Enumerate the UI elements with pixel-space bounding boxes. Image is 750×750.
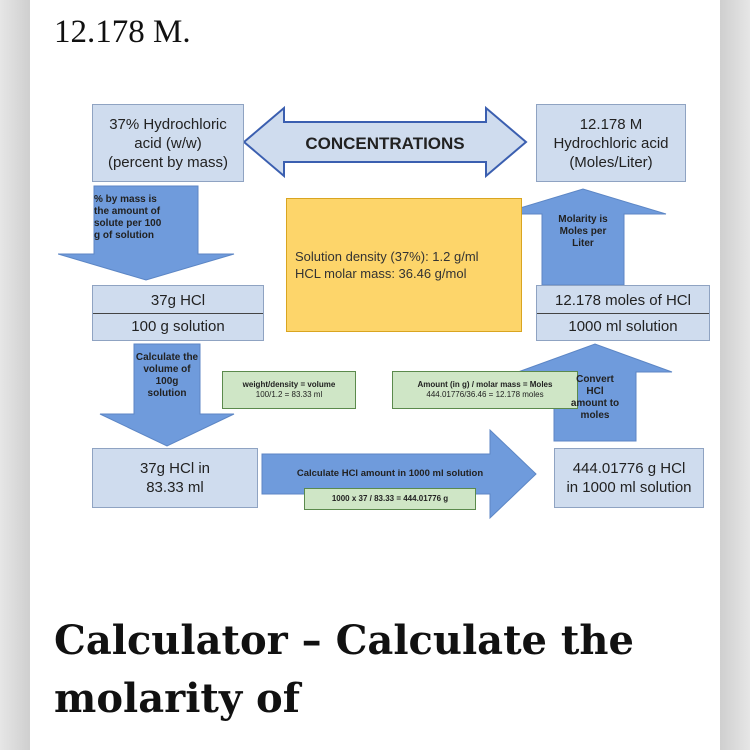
- hcl-volume-box: [92, 448, 258, 508]
- box-line: weight/density = volume: [242, 380, 336, 389]
- percent-mass-note: [94, 194, 198, 242]
- note-line: 100g: [155, 376, 179, 387]
- box-line: 37g HCl in: [139, 460, 211, 477]
- box-line: in 1000 ml solution: [566, 479, 692, 496]
- fraction-line: [537, 313, 709, 314]
- box-line: 12.178 moles of HCl: [555, 291, 691, 309]
- box-line: 37g HCl: [150, 291, 206, 309]
- calc-amount-box: 1000 x 37 / 83.33 = 444.01776 g: [304, 488, 476, 510]
- volume-note: [134, 352, 200, 400]
- left-margin: [0, 0, 30, 750]
- hcl-per-100g-box: [92, 285, 264, 341]
- box-line: 83.33 ml: [146, 479, 204, 496]
- moles-per-1000ml-box: [536, 285, 710, 341]
- density-molar-mass-box: [286, 198, 522, 332]
- note-line: volume of: [143, 364, 191, 375]
- moles-calculation-box: [392, 371, 578, 409]
- box-line: 1000 ml solution: [568, 317, 678, 335]
- note-line: moles: [580, 410, 610, 421]
- box-line: Hydrochloric acid: [553, 134, 669, 152]
- convert-note: [554, 374, 636, 422]
- note-line: solution: [147, 388, 187, 399]
- note-line: Molarity is: [558, 214, 608, 225]
- note-line: solute per 100: [94, 218, 162, 229]
- concentrations-label: CONCENTRATIONS: [305, 134, 465, 153]
- percent-by-mass-box: [92, 104, 244, 182]
- right-margin: [720, 0, 750, 750]
- concentration-diagram: [58, 96, 694, 520]
- molarity-result-text: 12.178 M.: [54, 14, 191, 50]
- fraction-line: [93, 313, 263, 314]
- box-line: 100 g solution: [131, 317, 225, 335]
- box-line: acid (w/w): [134, 134, 202, 152]
- molarity-note: [542, 214, 624, 250]
- note-line: % by mass is: [94, 194, 157, 205]
- note-line: the amount of: [94, 206, 161, 217]
- grams-per-1000ml-box: [554, 448, 704, 508]
- box-line: 12.178 M: [579, 115, 643, 133]
- box-line: 444.01776/36.46 = 12.178 moles: [426, 390, 544, 399]
- weight-density-box: [222, 371, 356, 409]
- note-line: Convert: [576, 374, 614, 385]
- note-line: Calculate the: [135, 352, 199, 363]
- article-card: [30, 0, 720, 750]
- note-line: Liter: [572, 238, 594, 249]
- box-line: HCL molar mass: 36.46 g/mol: [295, 266, 467, 281]
- box-line: 100/1.2 = 83.33 ml: [255, 390, 323, 399]
- box-line: 37% Hydrochloric: [109, 115, 227, 133]
- molarity-box: [536, 104, 686, 182]
- box-line: 444.01776 g HCl: [572, 460, 686, 477]
- note-line: amount to: [570, 398, 620, 409]
- note-line: Moles per: [559, 226, 607, 237]
- calc-amount-label: Calculate HCl amount in 1000 ml solution: [296, 468, 484, 479]
- note-line: g of solution: [94, 230, 154, 241]
- box-line: (percent by mass): [107, 153, 229, 171]
- article-heading: Calculator – Calculate the molarity of: [54, 617, 634, 722]
- box-line: Amount (in g) / molar mass = Moles: [417, 380, 553, 389]
- box-line: Solution density (37%): 1.2 g/ml: [295, 249, 479, 264]
- box-line: (Moles/Liter): [569, 153, 653, 171]
- note-line: HCl: [586, 386, 604, 397]
